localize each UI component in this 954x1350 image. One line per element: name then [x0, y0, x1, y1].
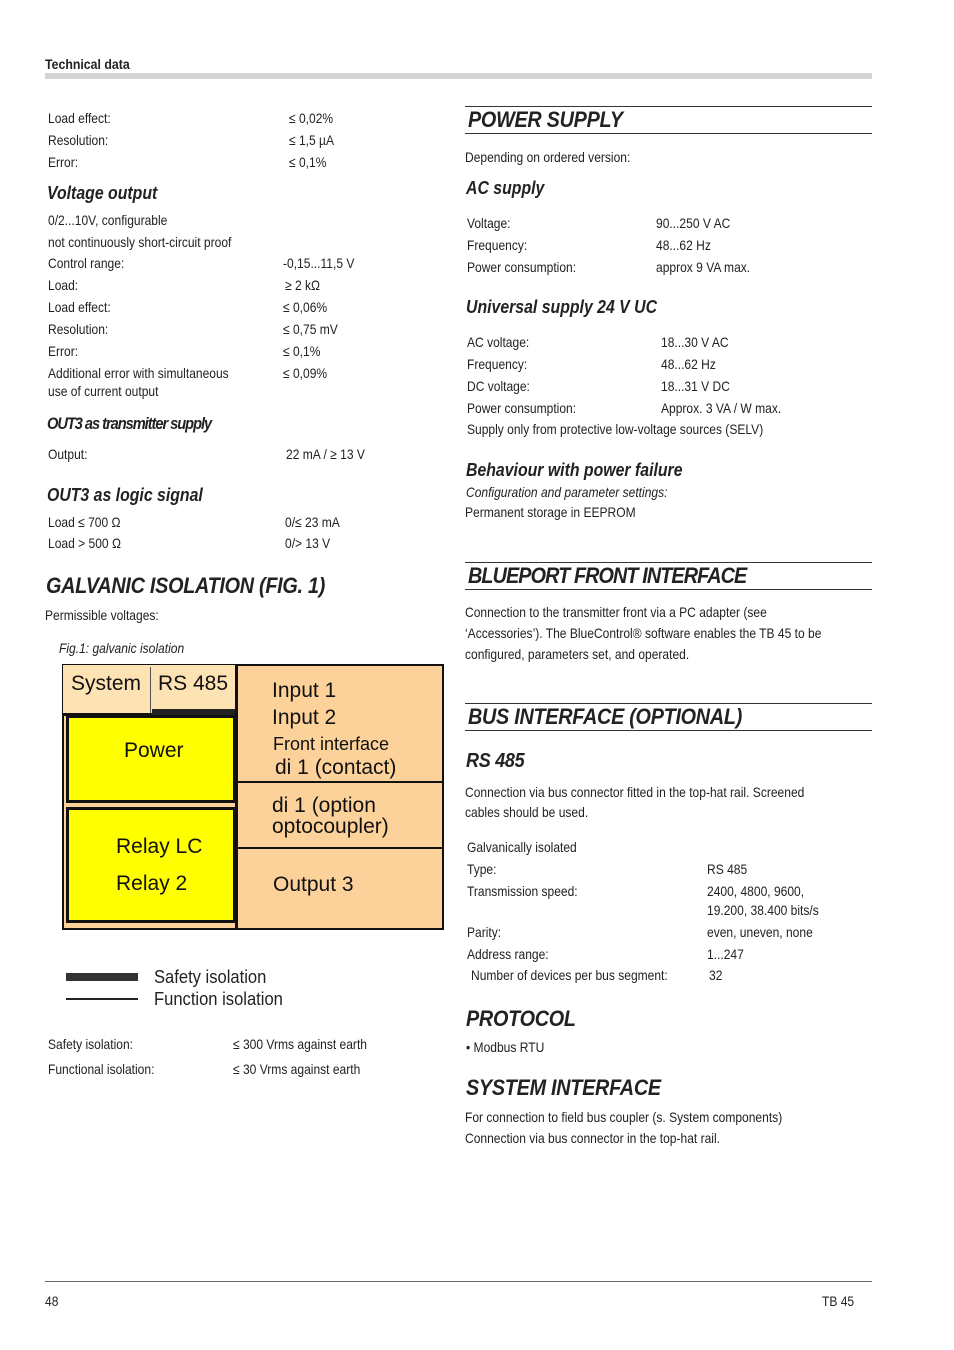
uc-supply-heading: Universal supply 24 V UC [466, 297, 658, 317]
rs485-line1: Connection via bus connector fitted in the top-hat rail. Screened [465, 784, 805, 800]
spec-value: 48...62 Hz [656, 237, 711, 253]
spec-label: Load effect: [48, 110, 111, 126]
spec-value: 2400, 4800, 9600, [707, 883, 805, 899]
blueport-rule-bottom [465, 589, 872, 590]
blueport-line1: Connection to the transmitter front via a PC adapter (see [465, 604, 767, 620]
blueport-line3: configured, parameters set, and operated. [465, 646, 690, 662]
system-interface-heading: SYSTEM INTERFACE [466, 1075, 661, 1100]
spec-value: ≤ 0,06% [283, 299, 328, 315]
power-label: Power [124, 739, 184, 762]
input1-label: Input 1 [272, 679, 337, 702]
power-failure-line2: Permanent storage in EEPROM [465, 504, 636, 520]
spec-value: ≤ 0,1% [289, 154, 327, 170]
rs485-line2: cables should be used. [465, 804, 589, 820]
galvanic-isolation-heading: GALVANIC ISOLATION (FIG. 1) [46, 573, 326, 598]
di1-contact-label: di 1 (contact) [275, 756, 397, 779]
spec-label: Resolution: [48, 132, 109, 148]
system-interface-line2: Connection via bus connector in the top-hat rail. [465, 1130, 721, 1146]
protocol-heading: PROTOCOL [466, 1006, 576, 1031]
bus-rule-bottom [465, 730, 872, 731]
spec-label: Load: [48, 277, 79, 293]
spec-label: Parity: [467, 924, 502, 940]
header-title: Technical data [45, 56, 130, 72]
spec-value: ≤ 0,09% [283, 365, 328, 381]
power-supply-heading: POWER SUPPLY [468, 107, 623, 132]
voltage-output-desc: 0/2...10V, configurable [48, 212, 168, 228]
spec-value: ≤ 300 Vrms against earth [233, 1036, 367, 1052]
safety-isolation-legend: Safety isolation [154, 967, 267, 987]
spec-value: 32 [709, 967, 723, 983]
out3-logic-heading: OUT3 as logic signal [47, 485, 203, 505]
spec-value: ≥ 2 kΩ [285, 277, 321, 293]
spec-value: RS 485 [707, 861, 748, 877]
di1-option-label-2: optocoupler) [272, 815, 389, 838]
out3-transmitter-heading: OUT3 as transmitter supply [47, 414, 212, 433]
power-failure-line1: Configuration and parameter settings: [466, 484, 668, 500]
document-id: TB 45 [822, 1293, 855, 1309]
system-label: System [71, 672, 142, 695]
blueport-heading: BLUEPORT FRONT INTERFACE [468, 563, 747, 588]
power-supply-intro: Depending on ordered version: [465, 149, 631, 165]
spec-label: Transmission speed: [467, 883, 578, 899]
spec-label: AC voltage: [467, 334, 530, 350]
power-supply-rule-bottom [465, 133, 872, 134]
permissible-voltages: Permissible voltages: [45, 607, 159, 623]
footer-rule [45, 1281, 872, 1282]
spec-label: Output: [48, 446, 88, 462]
figure-caption: Fig.1: galvanic isolation [59, 640, 185, 656]
protocol-item: • Modbus RTU [466, 1039, 545, 1055]
spec-value: even, uneven, none [707, 924, 813, 940]
input-divider [236, 781, 443, 783]
function-isolation-legend: Function isolation [154, 989, 283, 1009]
spec-label: Load effect: [48, 299, 111, 315]
voltage-output-note: not continuously short-circuit proof [48, 234, 232, 250]
spec-label: Control range: [48, 255, 125, 271]
spec-label: Functional isolation: [48, 1061, 155, 1077]
spec-value: ≤ 30 Vrms against earth [233, 1061, 361, 1077]
di1-option-label: di 1 (option [272, 794, 376, 817]
spec-label: Load ≤ 700 Ω [48, 514, 121, 530]
blueport-line2: ‘Accessories’). The BlueControl® software enables the TB 45 to be [465, 625, 822, 641]
galvanically-isolated: Galvanically isolated [467, 839, 577, 855]
system-interface-line1: For connection to field bus coupler (s. System components) [465, 1109, 783, 1125]
relay2-label: Relay 2 [116, 872, 188, 895]
spec-label: Voltage: [467, 215, 511, 231]
spec-value: 18...31 V DC [661, 378, 730, 394]
spec-value: ≤ 0,75 mV [283, 321, 338, 337]
power-failure-heading: Behaviour with power failure [466, 460, 683, 480]
spec-label: Power consumption: [467, 400, 577, 416]
spec-value: ≤ 1,5 µA [289, 132, 335, 148]
front-interface-label: Front interface [273, 734, 390, 754]
spec-label: Resolution: [48, 321, 109, 337]
spec-value: 48...62 Hz [661, 356, 716, 372]
spec-value: 0/> 13 V [285, 535, 331, 551]
voltage-output-heading: Voltage output [47, 183, 158, 203]
spec-value: Approx. 3 VA / W max. [661, 400, 782, 416]
rs485-heading: RS 485 [466, 750, 525, 772]
relay-box [66, 807, 236, 923]
spec-value: ≤ 0,02% [289, 110, 334, 126]
spec-label: Frequency: [467, 356, 528, 372]
spec-value: approx 9 VA max. [656, 259, 751, 275]
spec-label: Address range: [467, 946, 549, 962]
spec-label: Power consumption: [467, 259, 577, 275]
spec-label: Additional error with simultaneous [48, 365, 229, 381]
spec-value: 22 mA / ≥ 13 V [286, 446, 365, 462]
spec-label: DC voltage: [467, 378, 530, 394]
spec-label: Frequency: [467, 237, 528, 253]
selv-note: Supply only from protective low-voltage sources (SELV) [467, 421, 764, 437]
spec-value: ≤ 0,1% [283, 343, 321, 359]
spec-label: Number of devices per bus segment: [471, 967, 668, 983]
rs485-label: RS 485 [158, 672, 229, 695]
spec-value: 1...247 [707, 946, 744, 962]
output3-label: Output 3 [273, 873, 354, 896]
bus-interface-heading: BUS INTERFACE (OPTIONAL) [468, 704, 743, 729]
system-divider [150, 667, 151, 713]
spec-value: -0,15...11,5 V [283, 255, 355, 271]
input2-label: Input 2 [272, 706, 337, 729]
spec-label: Error: [48, 343, 79, 359]
spec-value: 90...250 V AC [656, 215, 731, 231]
page-number: 48 [45, 1293, 59, 1309]
vertical-divider [235, 665, 238, 929]
spec-label: Error: [48, 154, 79, 170]
spec-label: Safety isolation: [48, 1036, 134, 1052]
ac-supply-heading: AC supply [466, 178, 545, 198]
spec-value: 18...30 V AC [661, 334, 729, 350]
spec-label: Type: [467, 861, 497, 877]
spec-label: use of current output [48, 383, 159, 399]
function-isolation-line [66, 998, 138, 1000]
spec-value: 19.200, 38.400 bits/s [707, 902, 819, 918]
relay-lc-label: Relay LC [116, 835, 203, 858]
di-divider [236, 847, 443, 849]
spec-value: 0/≤ 23 mA [285, 514, 340, 530]
safety-isolation-line [66, 973, 138, 981]
spec-label: Load > 500 Ω [48, 535, 121, 551]
header-bar [45, 73, 872, 79]
